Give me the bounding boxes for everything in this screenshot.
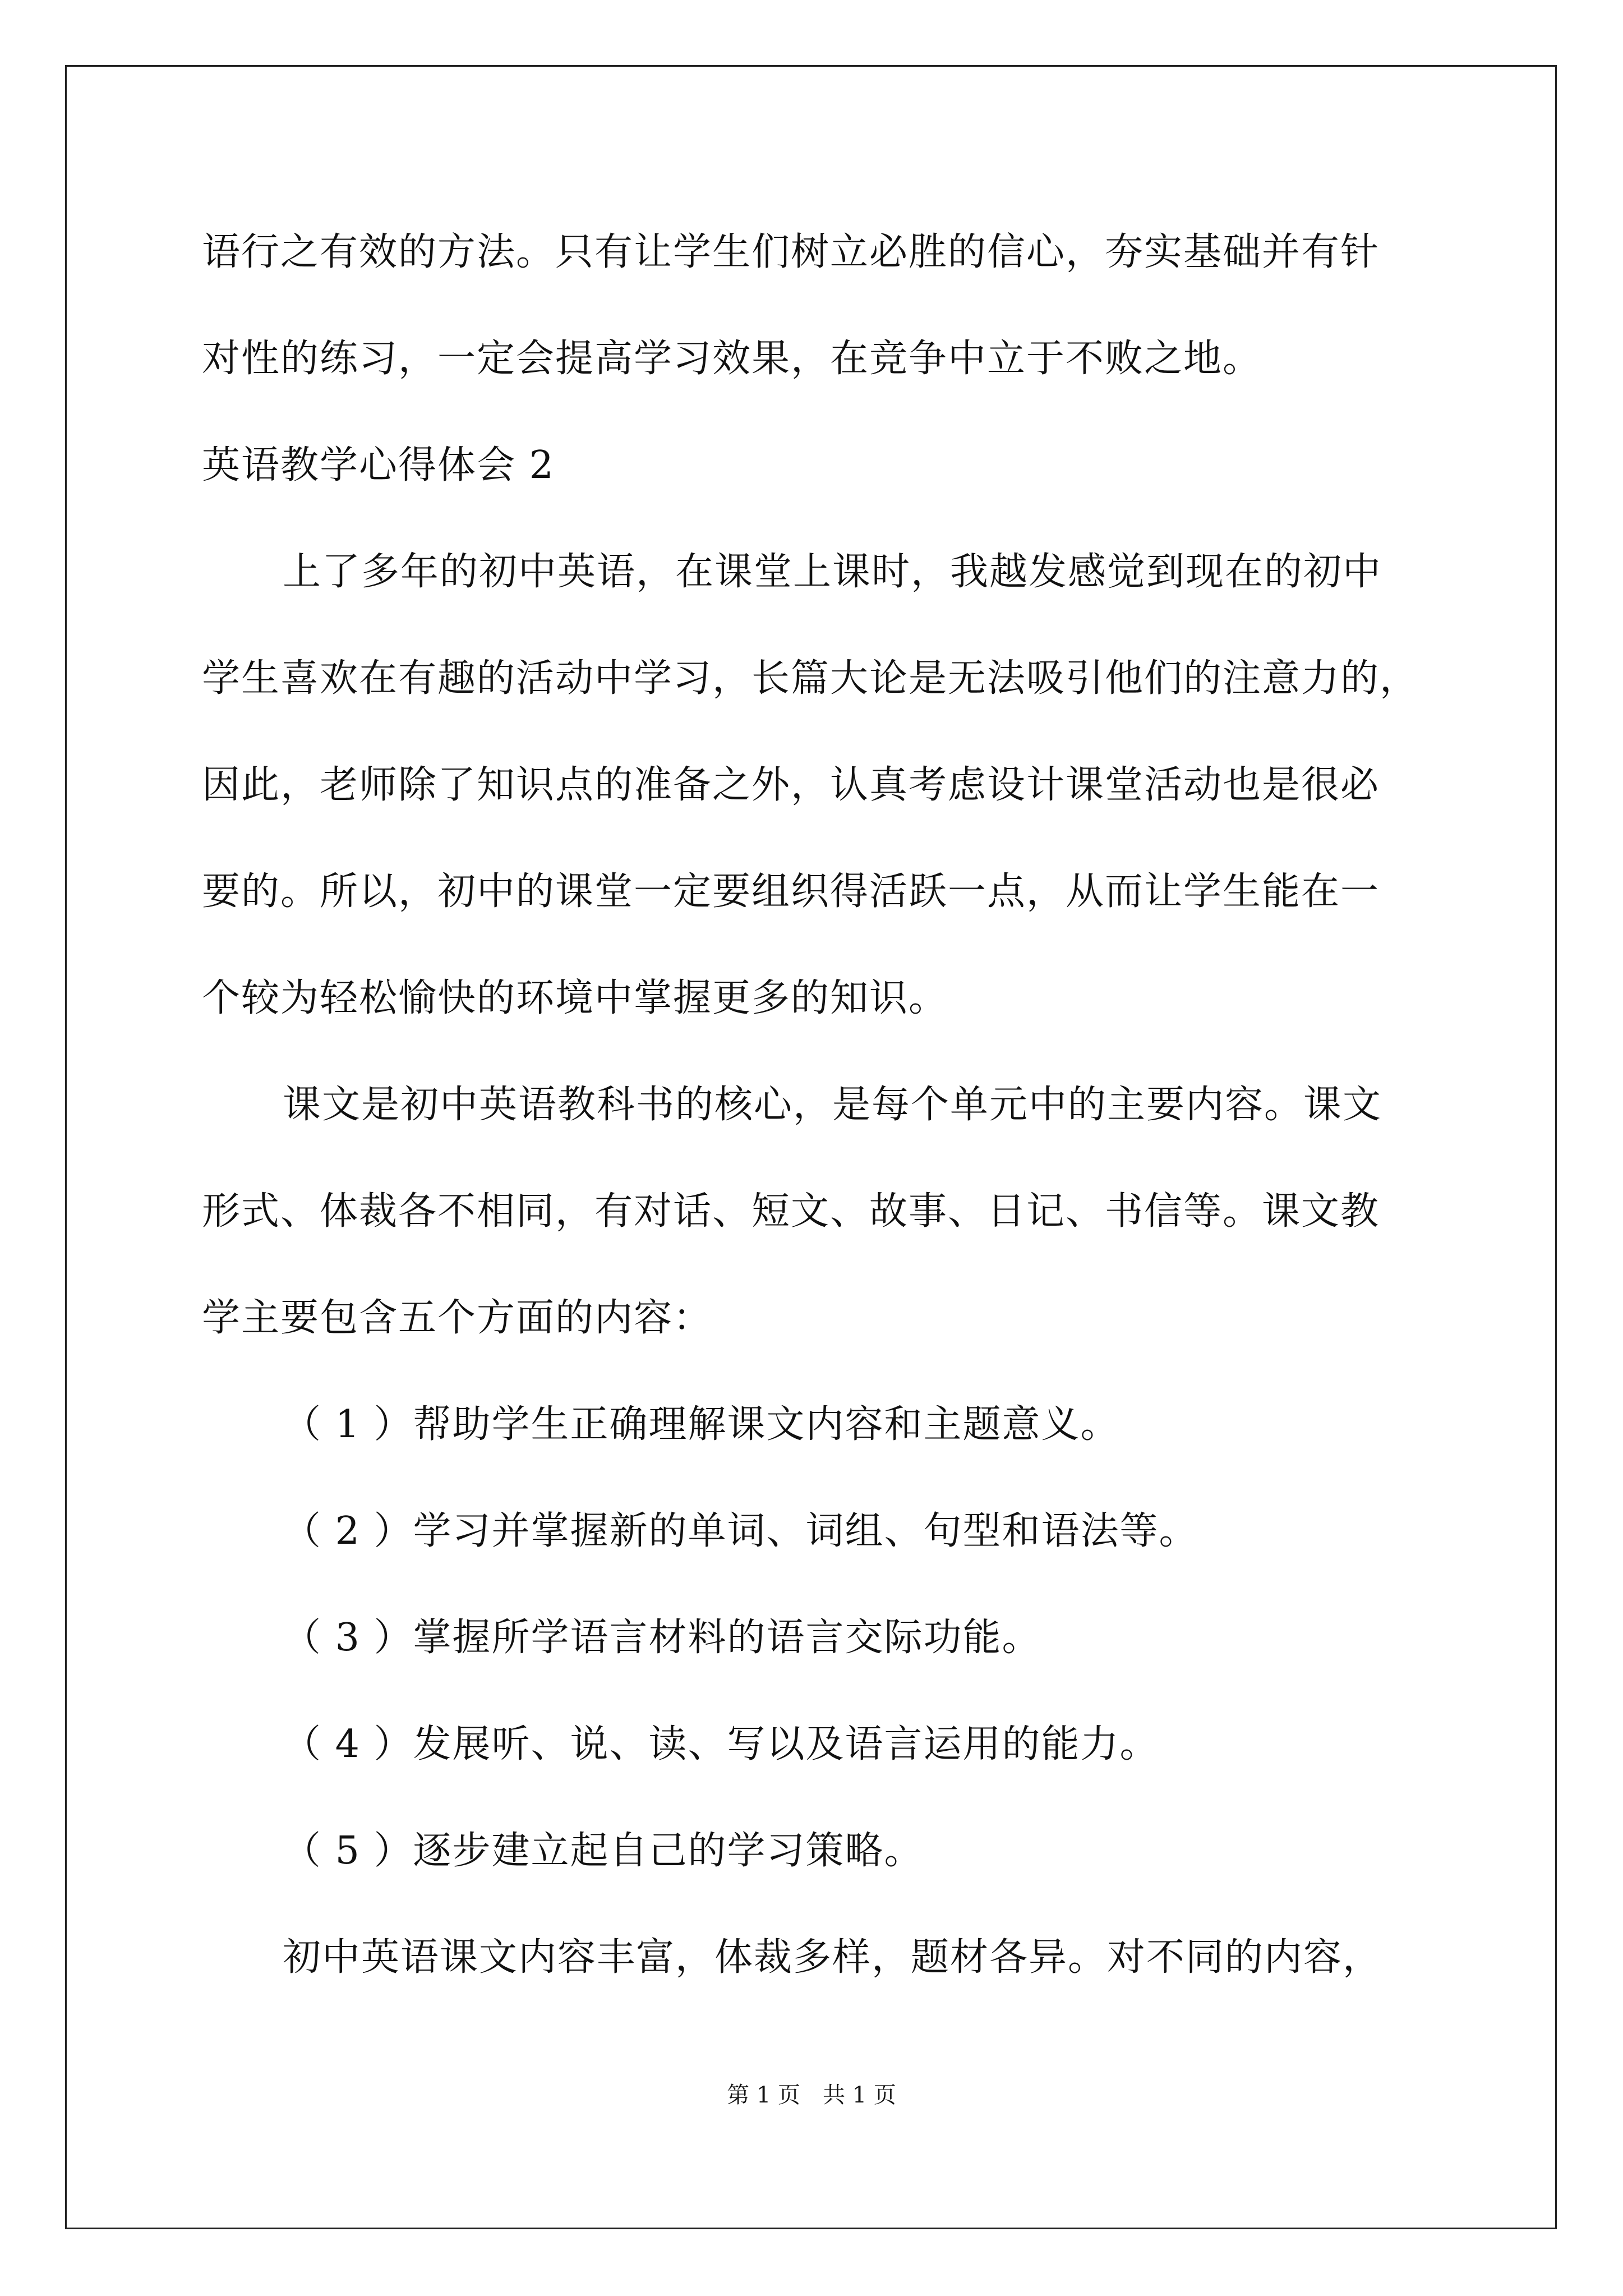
body-line: 对性的练习，一定会提高学习效果，在竞争中立于不败之地。: [202, 337, 1262, 381]
list-item: （ 5 ）逐步建立起自己的学习策略。: [283, 1829, 924, 1873]
paragraph-line: 学主要包含五个方面的内容：: [202, 1296, 713, 1340]
paragraph-line: 形式、体裁各不相同，有对话、短文、故事、日记、书信等。课文教: [202, 1189, 1380, 1234]
paragraph-line: 个较为轻松愉快的环境中掌握更多的知识。: [202, 976, 948, 1020]
page-border: [65, 65, 1557, 2229]
list-item: （ 4 ）发展听、说、读、写以及语言运用的能力。: [283, 1722, 1159, 1766]
page-footer: 第 1 页 共 1 页: [727, 2082, 896, 2108]
section-title: 英语教学心得体会 2: [202, 443, 555, 487]
list-item: （ 2 ）学习并掌握新的单词、词组、句型和语法等。: [283, 1509, 1198, 1553]
list-item: （ 1 ）帮助学生正确理解课文内容和主题意义。: [283, 1402, 1120, 1447]
list-item: （ 3 ）掌握所学语言材料的语言交际功能。: [283, 1616, 1041, 1660]
body-line: 语行之有效的方法。只有让学生们树立必胜的信心，夯实基础并有针: [202, 230, 1380, 274]
paragraph-line: 初中英语课文内容丰富，体裁多样，题材各异。对不同的内容，: [283, 1935, 1382, 1980]
paragraph-line: 因此，老师除了知识点的准备之外，认真考虑设计课堂活动也是很必: [202, 763, 1380, 807]
paragraph-line: 学生喜欢在有趣的活动中学习，长篇大论是无法吸引他们的注意力的，: [202, 656, 1419, 701]
paragraph-line: 要的。所以，初中的课堂一定要组织得活跃一点，从而让学生能在一: [202, 869, 1380, 914]
paragraph-line: 上了多年的初中英语，在课堂上课时，我越发感觉到现在的初中: [283, 550, 1382, 594]
paragraph-line: 课文是初中英语教科书的核心，是每个单元中的主要内容。课文: [283, 1083, 1382, 1127]
